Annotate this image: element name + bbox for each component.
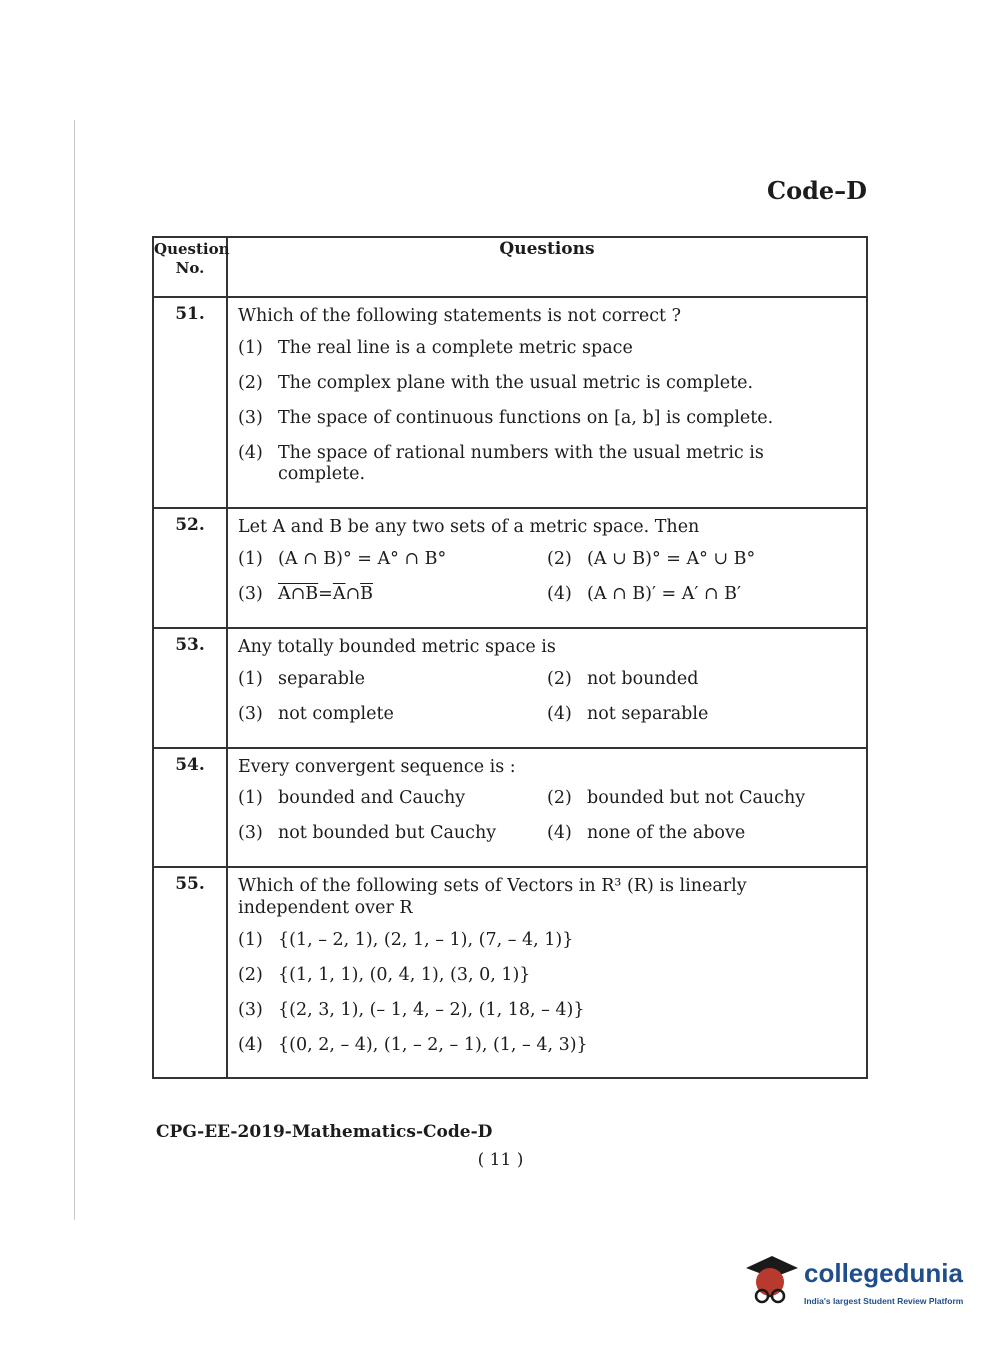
option-text: The real line is a complete metric space — [278, 337, 633, 358]
question-stem: Every convergent sequence is : — [238, 756, 516, 777]
option-label: (4) — [238, 442, 263, 463]
column-header-questions: Questions — [227, 237, 867, 297]
option-text: not bounded but Cauchy — [278, 823, 497, 844]
collegedunia-logo — [742, 1252, 972, 1312]
option — [238, 373, 856, 395]
option — [238, 823, 547, 845]
mascot-icon — [742, 1252, 802, 1312]
option-text: The complex plane with the usual metric is complete. — [278, 372, 754, 393]
option — [238, 788, 547, 810]
question-number: 54. — [153, 748, 227, 868]
option-label: (3) — [238, 407, 263, 428]
option-text: not complete — [278, 703, 394, 724]
question-number: 51. — [153, 297, 227, 508]
option-label: (2) — [547, 549, 572, 570]
question-stem: Which of the following sets of Vectors in R³ (R) is linearly independent over R — [238, 876, 747, 918]
option — [238, 965, 856, 987]
option-label: (2) — [238, 372, 263, 393]
option — [238, 1035, 856, 1057]
question-row — [153, 867, 867, 1078]
question-number: 53. — [153, 628, 227, 748]
option-text: separable — [278, 668, 365, 689]
option-label: (1) — [238, 929, 263, 950]
option — [238, 408, 856, 430]
option-text: {(2, 3, 1), (– 1, 4, – 2), (1, 18, – 4)} — [278, 999, 585, 1020]
option-label: (3) — [238, 999, 263, 1020]
option — [547, 788, 856, 810]
option-text: not bounded — [587, 668, 699, 689]
question-row — [153, 748, 867, 868]
option-label: (1) — [238, 668, 263, 689]
option — [547, 669, 856, 691]
option-label: (4) — [547, 703, 572, 724]
option-text: {(1, 1, 1), (0, 4, 1), (3, 0, 1)} — [278, 964, 531, 985]
option-label: (2) — [547, 668, 572, 689]
brand-name: collegedunia — [804, 1258, 963, 1288]
brand-tagline: India's largest Student Review Platform — [804, 1296, 964, 1306]
question-stem: Which of the following statements is not correct ? — [238, 306, 682, 326]
option-label: (3) — [238, 823, 263, 844]
option-label: (3) — [238, 584, 263, 604]
option-text: (A ∩ B)° = A° ∩ B° — [278, 549, 447, 570]
option-text: {(0, 2, – 4), (1, – 2, – 1), (1, – 4, 3)} — [278, 1034, 588, 1055]
question-row — [153, 628, 867, 748]
option — [547, 584, 856, 606]
option — [238, 338, 856, 360]
option-text: none of the above — [587, 823, 746, 844]
page-number: ( 11 ) — [477, 1150, 524, 1170]
option-text: The space of continuous functions on [a, b] is complete. — [278, 407, 774, 428]
option-label: (1) — [238, 549, 263, 570]
option — [238, 669, 547, 691]
footer-paper-code: CPG-EE-2019-Mathematics-Code-D — [156, 1122, 493, 1142]
question-stem: Let A and B be any two sets of a metric space. Then — [238, 517, 700, 538]
option-text: bounded but not Cauchy — [587, 788, 806, 809]
option-text: The space of rational numbers with the usual metric is complete. — [278, 442, 764, 485]
option — [547, 549, 856, 571]
option — [238, 704, 547, 726]
question-number: 55. — [153, 867, 227, 1078]
option-label: (2) — [547, 788, 572, 809]
question-table — [152, 236, 868, 1079]
option-label: (4) — [547, 584, 572, 604]
question-number: 52. — [153, 508, 227, 628]
option-label: (1) — [238, 337, 263, 358]
option-label: (3) — [238, 703, 263, 724]
option-text: not separable — [587, 703, 709, 724]
option-label: (4) — [238, 1034, 263, 1055]
option-text: $A\cap B=\overline{A}\cap\overline{B}$ — [278, 584, 374, 604]
column-header-question-no: Question No. — [153, 237, 227, 297]
option — [238, 930, 856, 952]
option-label: (1) — [238, 788, 263, 809]
option-label: (4) — [547, 823, 572, 844]
option-text: {(1, – 2, 1), (2, 1, – 1), (7, – 4, 1)} — [278, 929, 574, 950]
option-text: (A ∩ B)′ = A′ ∩ B′ — [587, 584, 741, 604]
option — [547, 823, 856, 845]
option — [547, 704, 856, 726]
question-row — [153, 297, 867, 508]
option — [238, 443, 856, 487]
option-text: bounded and Cauchy — [278, 788, 466, 809]
question-row — [153, 508, 867, 628]
option-text: (A ∪ B)° = A° ∪ B° — [587, 549, 756, 570]
scan-margin-line — [74, 120, 75, 1220]
paper-code: Code–D — [767, 176, 867, 205]
option — [238, 584, 547, 606]
option — [238, 1000, 856, 1022]
closure-lhs: A∩B — [278, 584, 319, 604]
option-label: (2) — [238, 964, 263, 985]
option — [238, 549, 547, 571]
question-stem: Any totally bounded metric space is — [238, 636, 556, 657]
